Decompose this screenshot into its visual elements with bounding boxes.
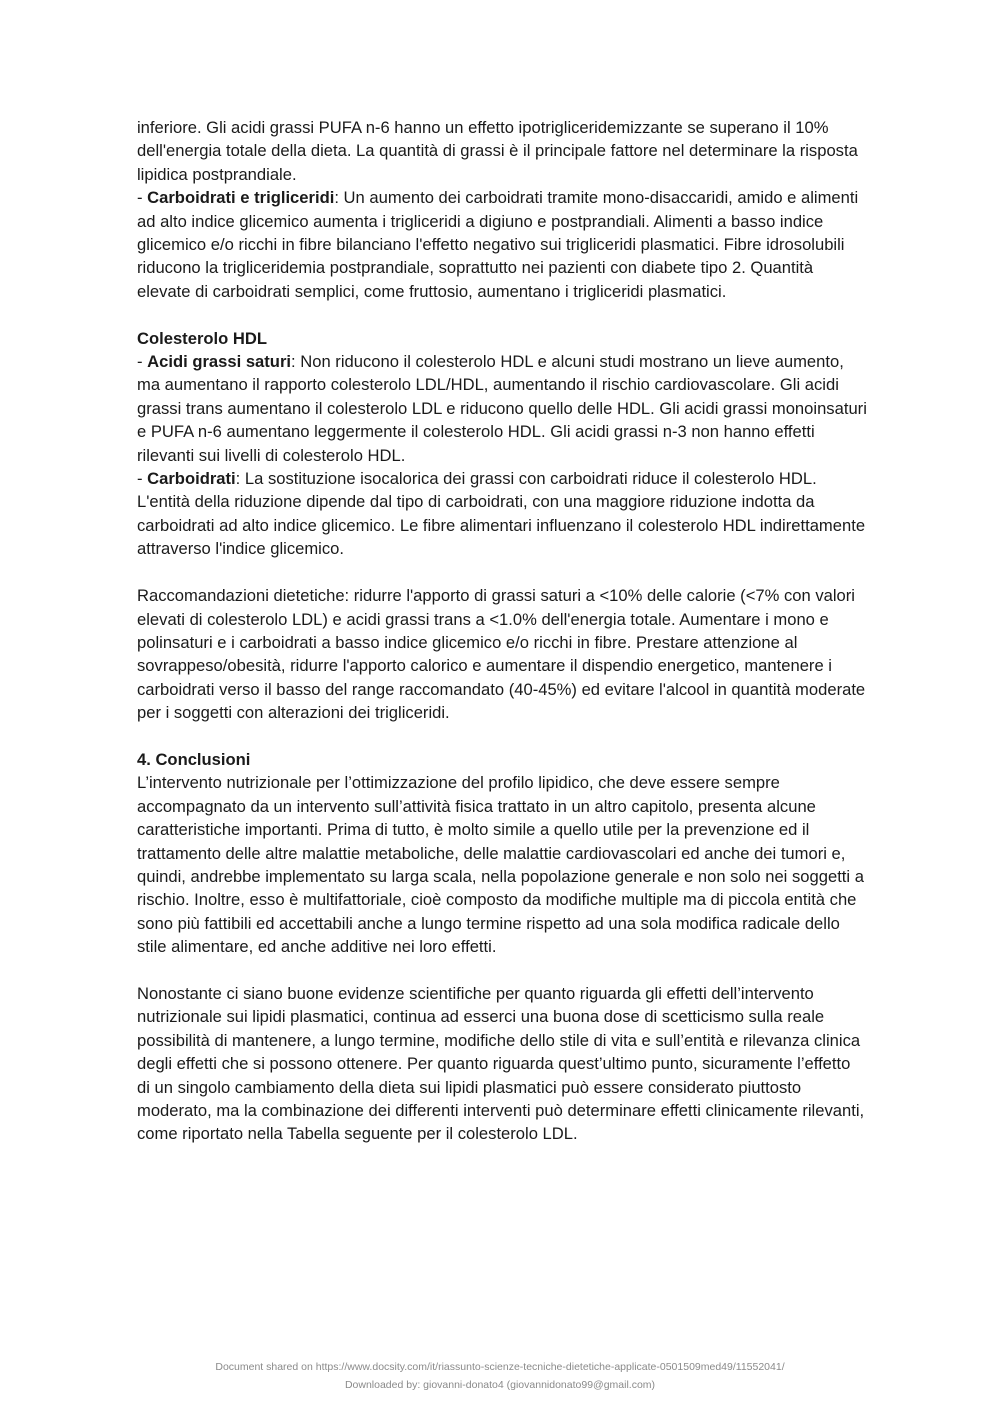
- footer-downloaded-by: Downloaded by: giovanni-donato4 (giovannidonato99@gmail.com): [344, 1379, 656, 1391]
- paragraph-spacer: [137, 561, 867, 584]
- paragraph-text: : Un aumento dei carboidrati tramite mono-disaccaridi, amido e alimenti ad alto indice glicemico aumenta i trigliceridi a digiuno e postprandiali. Alimenti a basso indice glicemico e/o ricchi in fibre bilanciano l'effetto negativo sui trigliceridi plasmatici. Fibre idrosolubili riducono la trigliceridemia postprandiale, soprattutto nei pazienti con diabete tipo 2. Quantità elevate di carboidrati semplici, come fruttosio, aumentano i trigliceridi plasmatici.: [137, 188, 859, 301]
- paragraph-fat-intro: inferiore. Gli acidi grassi PUFA n-6 hanno un effetto ipotrigliceridemizzante se superano il 10% dell'energia totale della dieta. La quantità di grassi è il principale fattore nel determinare la risposta lipidica postprandiale.: [137, 118, 858, 184]
- bullet-prefix: -: [137, 352, 148, 372]
- paragraph-spacer: [137, 303, 867, 326]
- section-heading-hdl: Colesterolo HDL: [137, 328, 267, 348]
- paragraph-carbo-trigliceridi: [137, 186, 867, 303]
- footer-shared-link: Document shared on https://www.docsity.com/it/riassunto-scienze-tecniche-dietetiche-applicate-0501509med49/11552041/: [215, 1361, 785, 1373]
- document-body: [137, 116, 867, 1146]
- bold-label: Acidi grassi saturi: [147, 352, 292, 372]
- paragraph-text: : Non riducono il colesterolo HDL e alcuni studi mostrano un lieve aumento, ma aumentano il rapporto colesterolo LDL/HDL, aumentando il rischio cardiovascolare. Gli acidi grassi trans aumentano il colesterolo LDL e riducono quello delle HDL. Gli acidi grassi monoinsaturi e PUFA n-6 aumentano leggermente il colesterolo HDL. Gli acidi grassi n-3 non hanno effetti rilevanti sui livelli di colesterolo HDL.: [137, 352, 867, 465]
- paragraph-hdl-saturi: [137, 350, 867, 467]
- paragraph-spacer: [137, 725, 867, 748]
- section-heading-conclusioni: 4. Conclusioni: [137, 749, 251, 769]
- paragraph-conclusioni-2: Nonostante ci siano buone evidenze scientifiche per quanto riguarda gli effetti dell’intervento nutrizionale sui lipidi plasmatici, continua ad esserci una buona dose di scetticismo sulla reale possibilità di mantenere, a lungo termine, modifiche dello stile di vita e sull’entità e rilevanza clinica degli effetti che si possono ottenere. Per quanto riguarda quest’ultimo punto, sicuramente l’effetto di un singolo cambiamento della dieta sui lipidi plasmatici può essere considerato piuttosto moderato, ma la combinazione dei differenti interventi può determinare effetti clinicamente rilevanti, come riportato nella Tabella seguente per il colesterolo LDL.: [137, 983, 865, 1144]
- paragraph-text: : La sostituzione isocalorica dei grassi con carboidrati riduce il colesterolo HDL. L'entità della riduzione dipende dal tipo di carboidrati, con una maggiore riduzione indotta da carboidrati ad alto indice glicemico. Le fibre alimentari influenzano il colesterolo HDL indirettamente attraverso l'indice glicemico.: [137, 469, 866, 559]
- paragraph-conclusioni-1: L’intervento nutrizionale per l’ottimizzazione del profilo lipidico, che deve essere sempre accompagnato da un intervento sull’attività fisica trattato in un altro capitolo, presenta alcune caratteristiche importanti. Prima di tutto, è molto simile a quello utile per la prevenzione ed il trattamento delle altre malattie metaboliche, delle malattie cardiovascolari ed anche dei tumori e, quindi, andrebbe implementato su larga scala, nella popolazione generale e non solo nei soggetti a rischio. Inoltre, esso è multifattoriale, cioè composto da modifiche multiple ma di piccola entità che sono più fattibili ed accettabili anche a lungo termine rispetto ad una sola modifica radicale dello stile alimentare, ed anche additive nei loro effetti.: [137, 773, 864, 957]
- bold-label: Carboidrati e trigliceridi: [147, 188, 335, 208]
- paragraph-raccomandazioni: Raccomandazioni dietetiche: ridurre l'apporto di grassi saturi a <10% delle calorie (<7% con valori elevati di colesterolo LDL) e acidi grassi trans a <1.0% dell'energia totale. Aumentare i mono e polinsaturi e i carboidrati a basso indice glicemico e/o ricchi in fibre. Prestare attenzione al sovrappeso/obesità, ridurre l'apporto calorico e aumentare il dispendio energetico, mantenere i carboidrati verso il basso del range raccomandato (40-45%) ed evitare l'alcool in quantità moderate per i soggetti con alterazioni dei trigliceridi.: [137, 586, 866, 723]
- paragraph-hdl-carboidrati: [137, 467, 867, 561]
- paragraph-spacer: [137, 959, 867, 982]
- bullet-prefix: -: [137, 469, 148, 489]
- bold-label: Carboidrati: [147, 469, 236, 489]
- bullet-prefix: -: [137, 188, 148, 208]
